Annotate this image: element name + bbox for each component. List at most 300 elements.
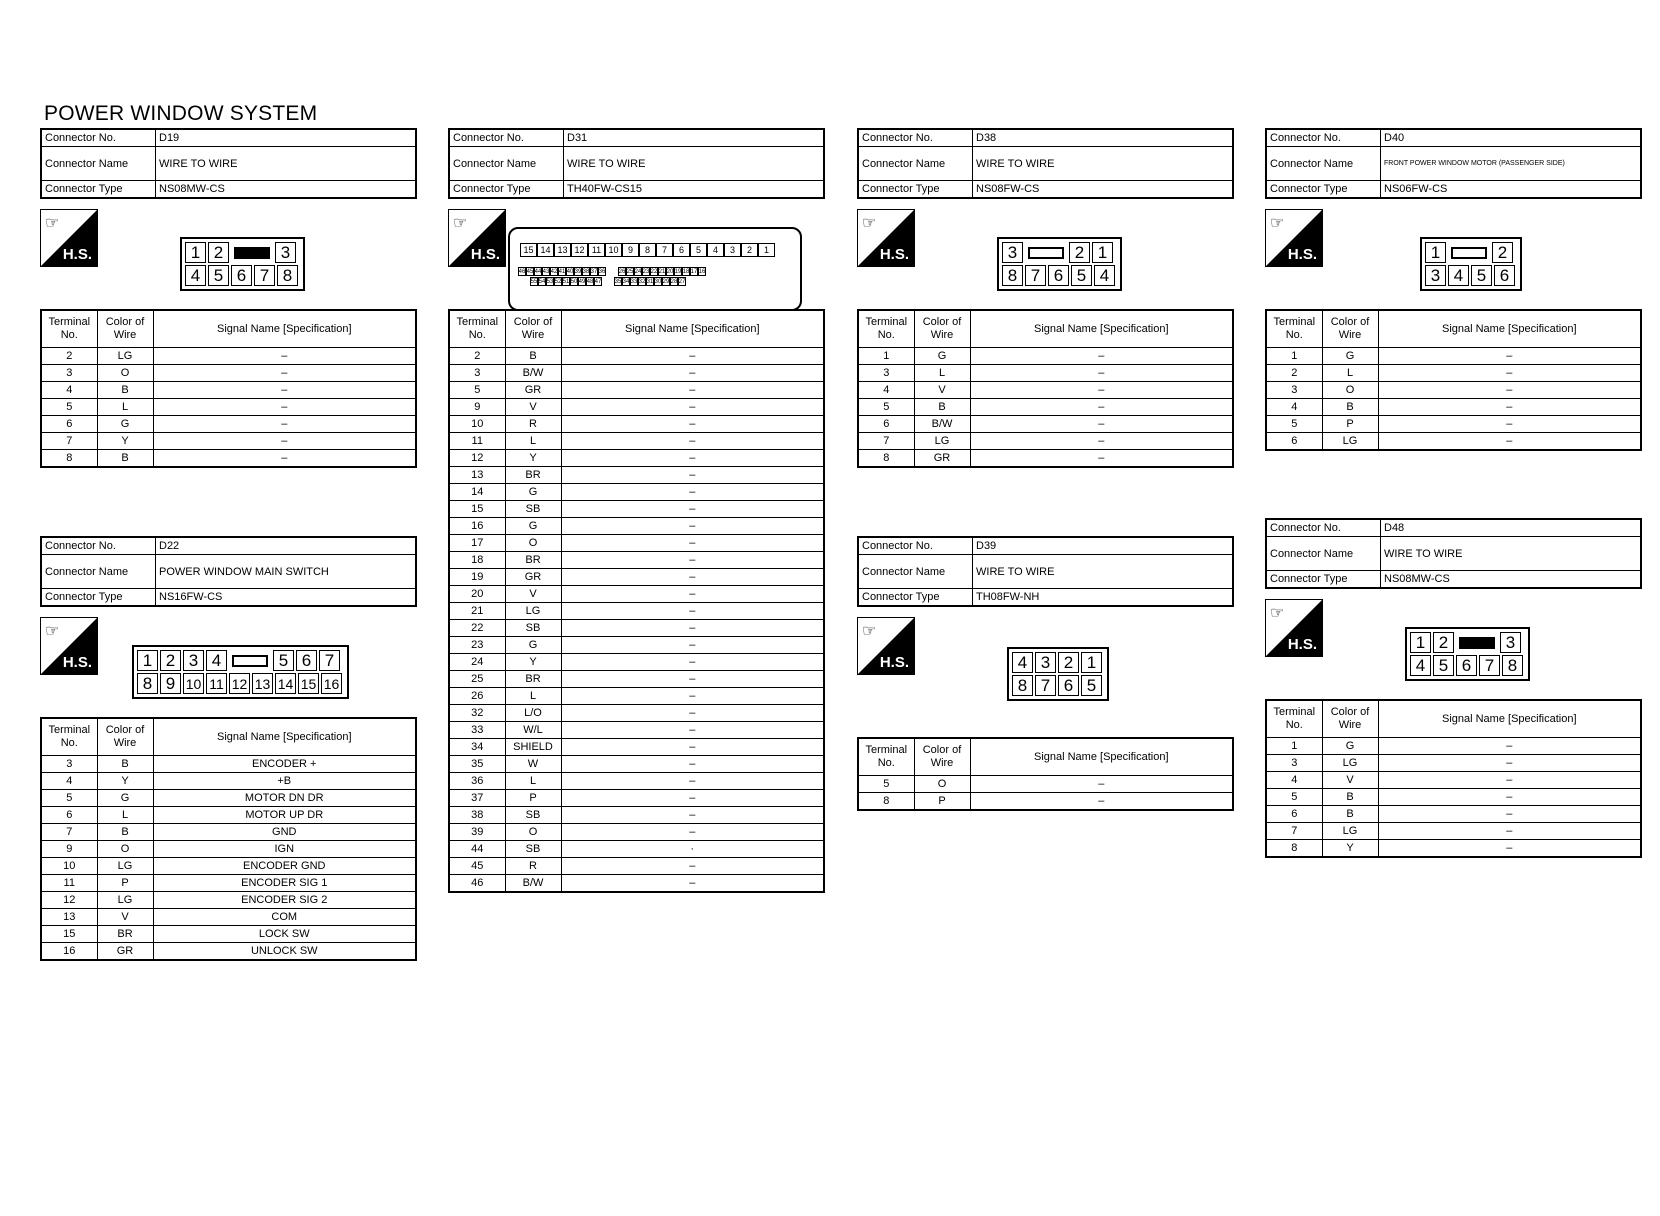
pin-cell: 9: [622, 243, 639, 257]
pin-cell: 3: [183, 650, 204, 671]
pin-cell: 8: [1002, 265, 1023, 286]
connector-view: [1265, 199, 1642, 309]
table-row: [449, 467, 824, 484]
pin-cell: 3: [1002, 242, 1023, 263]
pin-cell: 51: [562, 278, 570, 285]
connector-face-d19: [180, 237, 305, 291]
pin-cell: 7: [656, 243, 673, 257]
wire-color: BR: [505, 671, 561, 688]
hs-harness-side-icon: [857, 617, 915, 675]
hs-label: H.S.: [62, 246, 92, 263]
hs-harness-side-icon: [1265, 209, 1323, 267]
connector-type-label: Connector Type: [449, 181, 564, 199]
table-row: [41, 790, 416, 807]
pin-cell: 15: [520, 243, 537, 257]
connector-d19: [40, 128, 417, 468]
hand-icon: ☞: [862, 215, 877, 232]
table-row: [449, 705, 824, 722]
connector-d39: [857, 536, 1234, 811]
terminal-no: 25: [449, 671, 505, 688]
pin-cell: 7: [1479, 655, 1500, 676]
terminal-no: 37: [449, 790, 505, 807]
wire-color: SB: [505, 620, 561, 637]
table-row: [858, 433, 1233, 450]
pin-cell: 6: [1494, 265, 1515, 286]
terminal-no-header: Terminal No.: [858, 738, 914, 776]
wire-color: B: [97, 382, 153, 399]
connector-type-label: Connector Type: [41, 589, 156, 607]
pin-cell: 4: [1012, 652, 1033, 673]
signal-name: –: [1378, 399, 1641, 416]
signal-name: –: [561, 382, 824, 399]
hs-harness-side-icon: [40, 209, 98, 267]
pin-cell: 23: [642, 268, 650, 275]
terminal-no: 10: [41, 858, 97, 875]
table-row: [449, 790, 824, 807]
connector-no-label: Connector No.: [41, 537, 156, 555]
terminal-no: 8: [858, 450, 914, 468]
connector-name-value: WIRE TO WIRE: [156, 147, 417, 181]
pin-cell: 9: [160, 673, 181, 694]
connector-view: [857, 607, 1234, 737]
pin-cell: 29: [662, 278, 670, 285]
terminal-no: 33: [449, 722, 505, 739]
signal-name: UNLOCK SW: [153, 943, 416, 961]
pin-cell: 10: [605, 243, 622, 257]
pin-cell: 25: [626, 268, 634, 275]
hs-harness-side-icon: [40, 617, 98, 675]
connector-type-value: TH40FW-CS15: [564, 181, 825, 199]
terminal-no: 5: [41, 399, 97, 416]
pin-cell: 17: [690, 268, 698, 275]
terminal-no: 16: [41, 943, 97, 961]
terminal-no: 3: [41, 365, 97, 382]
pin-row: [185, 265, 300, 286]
pin-cell: 12: [229, 673, 250, 694]
pin-cell: 41: [558, 268, 566, 275]
connector-no-label: Connector No.: [858, 129, 973, 147]
pin-cell: 2: [160, 650, 181, 671]
wire-color: B: [97, 756, 153, 773]
wire-color: P: [97, 875, 153, 892]
terminal-no: 36: [449, 773, 505, 790]
signal-name: –: [970, 348, 1233, 365]
signal-name: –: [1378, 823, 1641, 840]
signal-name-header: Signal Name [Specification]: [970, 738, 1233, 776]
pin-row: [1012, 652, 1104, 673]
pin-cell: 8: [1012, 675, 1033, 696]
pin-row: [530, 277, 686, 286]
pin-cell: 5: [273, 650, 294, 671]
wire-color: LG: [97, 892, 153, 909]
pin-cell: 6: [296, 650, 317, 671]
wire-color: P: [914, 793, 970, 811]
connector-info-table: [857, 536, 1234, 607]
connector-type-value: NS08FW-CS: [973, 181, 1234, 199]
pin-cell: 14: [275, 673, 296, 694]
pin-cell: 6: [231, 265, 252, 286]
table-row: [41, 450, 416, 468]
table-row: [449, 552, 824, 569]
pin-cell: 46: [518, 268, 526, 275]
terminal-no-header: Terminal No.: [1266, 700, 1322, 738]
signal-name: –: [561, 535, 824, 552]
connector-name-value: WIRE TO WIRE: [564, 147, 825, 181]
wire-color: L: [505, 433, 561, 450]
wire-color: B: [914, 399, 970, 416]
terminal-table: [857, 309, 1234, 468]
signal-name: –: [561, 467, 824, 484]
wire-color: GR: [505, 569, 561, 586]
terminal-no: 4: [41, 773, 97, 790]
terminal-no: 26: [449, 688, 505, 705]
connector-info-table: [448, 128, 825, 199]
terminal-no: 2: [41, 348, 97, 365]
table-row: [449, 365, 824, 382]
terminal-no: 13: [41, 909, 97, 926]
connector-d31: [448, 128, 825, 893]
wire-color: SHIELD: [505, 739, 561, 756]
wire-color: SB: [505, 501, 561, 518]
signal-name: –: [561, 739, 824, 756]
latch-key: [1448, 242, 1490, 263]
connector-name-label: Connector Name: [858, 147, 973, 181]
pin-cell: 26: [618, 268, 626, 275]
connector-type-value: NS06FW-CS: [1381, 181, 1642, 199]
table-row: [41, 416, 416, 433]
wire-color: O: [914, 776, 970, 793]
table-row: [449, 654, 824, 671]
terminal-no: 4: [1266, 772, 1322, 789]
connector-type-value: NS08MW-CS: [156, 181, 417, 199]
table-row: [41, 382, 416, 399]
hand-icon: ☞: [1270, 605, 1285, 622]
wire-color: G: [505, 637, 561, 654]
connector-name-value: POWER WINDOW MAIN SWITCH: [156, 555, 417, 589]
connector-d38: [857, 128, 1234, 468]
pin-cell: 1: [185, 242, 206, 263]
wire-color: L: [1322, 365, 1378, 382]
terminal-no: 3: [1266, 382, 1322, 399]
signal-name: –: [561, 705, 824, 722]
pin-cell: 2: [1433, 632, 1454, 653]
terminal-no: 4: [858, 382, 914, 399]
table-row: [1266, 399, 1641, 416]
wire-color: P: [1322, 416, 1378, 433]
hs-label: H.S.: [879, 654, 909, 671]
terminal-no: 11: [41, 875, 97, 892]
table-row: [449, 586, 824, 603]
pin-cell: 37: [590, 268, 598, 275]
pin-row: [520, 243, 775, 257]
signal-name: –: [561, 773, 824, 790]
connector-name-label: Connector Name: [41, 147, 156, 181]
connector-info-table: [1265, 128, 1642, 199]
connector-name-value: FRONT POWER WINDOW MOTOR (PASSENGER SIDE): [1381, 147, 1642, 181]
pin-cell: 3: [724, 243, 741, 257]
signal-name: ENCODER GND: [153, 858, 416, 875]
table-row: [41, 926, 416, 943]
signal-name: –: [970, 433, 1233, 450]
connector-view: [40, 199, 417, 309]
color-of-wire-header: Color of Wire: [97, 718, 153, 756]
wire-color: G: [1322, 348, 1378, 365]
wire-color: W/L: [505, 722, 561, 739]
connector-no-value: D40: [1381, 129, 1642, 147]
wire-color: B: [97, 450, 153, 468]
wire-color: P: [505, 790, 561, 807]
connector-info-table: [1265, 518, 1642, 589]
connector-no-label: Connector No.: [1266, 519, 1381, 537]
hs-label: H.S.: [470, 246, 500, 263]
signal-name: –: [561, 637, 824, 654]
terminal-no: 45: [449, 858, 505, 875]
table-row: [858, 399, 1233, 416]
pin-row: [137, 673, 344, 694]
terminal-no: 34: [449, 739, 505, 756]
signal-name: –: [561, 552, 824, 569]
pin-cell: 6: [1048, 265, 1069, 286]
signal-name: –: [153, 382, 416, 399]
wire-color: SB: [505, 841, 561, 858]
pin-cell: 1: [1081, 652, 1102, 673]
terminal-no-header: Terminal No.: [449, 310, 505, 348]
wire-color: V: [505, 399, 561, 416]
terminal-no: 5: [858, 776, 914, 793]
table-row: [449, 603, 824, 620]
latch-bar: [1459, 637, 1495, 649]
hs-label: H.S.: [879, 246, 909, 263]
connector-name-label: Connector Name: [449, 147, 564, 181]
terminal-no: 12: [449, 450, 505, 467]
terminal-no: 19: [449, 569, 505, 586]
table-row: [449, 671, 824, 688]
wire-color: LG: [97, 858, 153, 875]
terminal-no: 39: [449, 824, 505, 841]
pin-cell: 49: [578, 278, 586, 285]
connector-name-label: Connector Name: [1266, 147, 1381, 181]
signal-name: –: [1378, 348, 1641, 365]
pin-cell: 11: [206, 673, 227, 694]
latch-key: [1456, 632, 1498, 653]
wire-color: Y: [97, 773, 153, 790]
table-row: [41, 433, 416, 450]
pin-cell: 8: [277, 265, 298, 286]
table-row: [1266, 789, 1641, 806]
table-row: [1266, 772, 1641, 789]
pin-cell: 6: [1456, 655, 1477, 676]
signal-name: –: [970, 776, 1233, 793]
table-row: [858, 450, 1233, 468]
terminal-table: [1265, 699, 1642, 858]
hs-harness-side-icon: [448, 209, 506, 267]
pin-cell: 52: [554, 278, 562, 285]
table-row: [449, 535, 824, 552]
table-row: [449, 841, 824, 858]
connector-no-value: D39: [973, 537, 1234, 555]
pin-cell: 7: [1025, 265, 1046, 286]
connector-type-label: Connector Type: [858, 589, 973, 607]
table-row: [449, 416, 824, 433]
color-of-wire-header: Color of Wire: [505, 310, 561, 348]
signal-name: –: [970, 416, 1233, 433]
signal-name: –: [561, 671, 824, 688]
table-row: [449, 739, 824, 756]
signal-name: –: [1378, 738, 1641, 755]
table-row: [1266, 806, 1641, 823]
pin-cell: 7: [319, 650, 340, 671]
latch-key: [229, 650, 271, 671]
wire-color: LG: [1322, 755, 1378, 772]
pin-row: [518, 267, 706, 276]
signal-name: IGN: [153, 841, 416, 858]
signal-name-header: Signal Name [Specification]: [153, 310, 416, 348]
signal-name-header: Signal Name [Specification]: [1378, 310, 1641, 348]
wire-color: LG: [1322, 433, 1378, 451]
signal-name: –: [561, 433, 824, 450]
signal-name: –: [561, 688, 824, 705]
terminal-no: 7: [858, 433, 914, 450]
table-row: [449, 348, 824, 365]
pin-cell: 5: [1471, 265, 1492, 286]
latch-bar: [1028, 247, 1064, 259]
signal-name: –: [561, 824, 824, 841]
connector-no-label: Connector No.: [858, 537, 973, 555]
terminal-no: 6: [1266, 433, 1322, 451]
terminal-no: 6: [858, 416, 914, 433]
wire-color: Y: [1322, 840, 1378, 858]
terminal-no: 11: [449, 433, 505, 450]
pin-cell: 39: [574, 268, 582, 275]
connector-no-value: D38: [973, 129, 1234, 147]
terminal-no: 46: [449, 875, 505, 893]
connector-type-label: Connector Type: [858, 181, 973, 199]
pin-cell: 19: [674, 268, 682, 275]
connector-type-value: NS16FW-CS: [156, 589, 417, 607]
wire-color: V: [505, 586, 561, 603]
pin-cell: 24: [634, 268, 642, 275]
wire-color: G: [505, 484, 561, 501]
signal-name-header: Signal Name [Specification]: [1378, 700, 1641, 738]
pin-cell: 34: [622, 278, 630, 285]
latch-bar: [1451, 247, 1487, 259]
signal-name: ·: [561, 841, 824, 858]
terminal-no: 20: [449, 586, 505, 603]
table-row: [1266, 755, 1641, 772]
terminal-no: 1: [1266, 738, 1322, 755]
signal-name: –: [561, 416, 824, 433]
wire-color: B: [505, 348, 561, 365]
connector-info-table: [40, 128, 417, 199]
connector-no-label: Connector No.: [1266, 129, 1381, 147]
wire-color: W: [505, 756, 561, 773]
latch-key: [1025, 242, 1067, 263]
table-row: [858, 793, 1233, 811]
pin-cell: 4: [1410, 655, 1431, 676]
pin-cell: 35: [614, 278, 622, 285]
table-row: [449, 756, 824, 773]
connector-type-value: TH08FW-NH: [973, 589, 1234, 607]
signal-name: ENCODER +: [153, 756, 416, 773]
pin-cell: 8: [639, 243, 656, 257]
pin-cell: 1: [1092, 242, 1113, 263]
terminal-no-header: Terminal No.: [41, 310, 97, 348]
signal-name: –: [1378, 433, 1641, 451]
terminal-no: 8: [858, 793, 914, 811]
terminal-no: 7: [41, 824, 97, 841]
table-row: [858, 776, 1233, 793]
hand-icon: ☞: [862, 623, 877, 640]
wire-color: L: [97, 807, 153, 824]
connector-type-label: Connector Type: [1266, 181, 1381, 199]
terminal-no-header: Terminal No.: [858, 310, 914, 348]
wire-color: BR: [505, 552, 561, 569]
hs-label: H.S.: [1287, 246, 1317, 263]
color-of-wire-header: Color of Wire: [1322, 310, 1378, 348]
connector-d48: [1265, 518, 1642, 858]
color-of-wire-header: Color of Wire: [914, 738, 970, 776]
signal-name-header: Signal Name [Specification]: [153, 718, 416, 756]
signal-name: –: [970, 365, 1233, 382]
terminal-no-header: Terminal No.: [41, 718, 97, 756]
wire-color: B/W: [505, 875, 561, 893]
connector-no-value: D31: [564, 129, 825, 147]
wire-color: BR: [97, 926, 153, 943]
table-row: [449, 637, 824, 654]
signal-name: –: [561, 365, 824, 382]
signal-name: –: [561, 722, 824, 739]
table-row: [41, 807, 416, 824]
connector-d40: [1265, 128, 1642, 451]
color-of-wire-header: Color of Wire: [97, 310, 153, 348]
signal-name: –: [561, 858, 824, 875]
pin-cell: 15: [298, 673, 319, 694]
table-row: [1266, 840, 1641, 858]
color-of-wire-header: Color of Wire: [914, 310, 970, 348]
table-row: [449, 501, 824, 518]
pin-cell: 4: [1448, 265, 1469, 286]
signal-name: –: [561, 603, 824, 620]
pin-cell: 54: [538, 278, 546, 285]
pin-cell: 6: [1058, 675, 1079, 696]
pin-row: [1012, 675, 1104, 696]
signal-name: –: [970, 399, 1233, 416]
hand-icon: ☞: [45, 215, 60, 232]
terminal-no: 10: [449, 416, 505, 433]
table-row: [41, 756, 416, 773]
pin-row: [185, 242, 300, 263]
terminal-table: [857, 737, 1234, 811]
signal-name: +B: [153, 773, 416, 790]
pin-cell: 13: [252, 673, 273, 694]
signal-name: –: [561, 484, 824, 501]
pin-cell: 5: [208, 265, 229, 286]
connector-info-table: [40, 536, 417, 607]
wire-color: GR: [505, 382, 561, 399]
connector-type-label: Connector Type: [41, 181, 156, 199]
hs-harness-side-icon: [1265, 599, 1323, 657]
table-row: [449, 484, 824, 501]
connector-info-table: [857, 128, 1234, 199]
pin-row: [137, 650, 344, 671]
table-row: [41, 841, 416, 858]
pin-row: [1002, 242, 1117, 263]
connector-d22: [40, 536, 417, 961]
wire-color: L: [505, 773, 561, 790]
connector-no-value: D48: [1381, 519, 1642, 537]
pin-cell: 50: [570, 278, 578, 285]
signal-name: COM: [153, 909, 416, 926]
